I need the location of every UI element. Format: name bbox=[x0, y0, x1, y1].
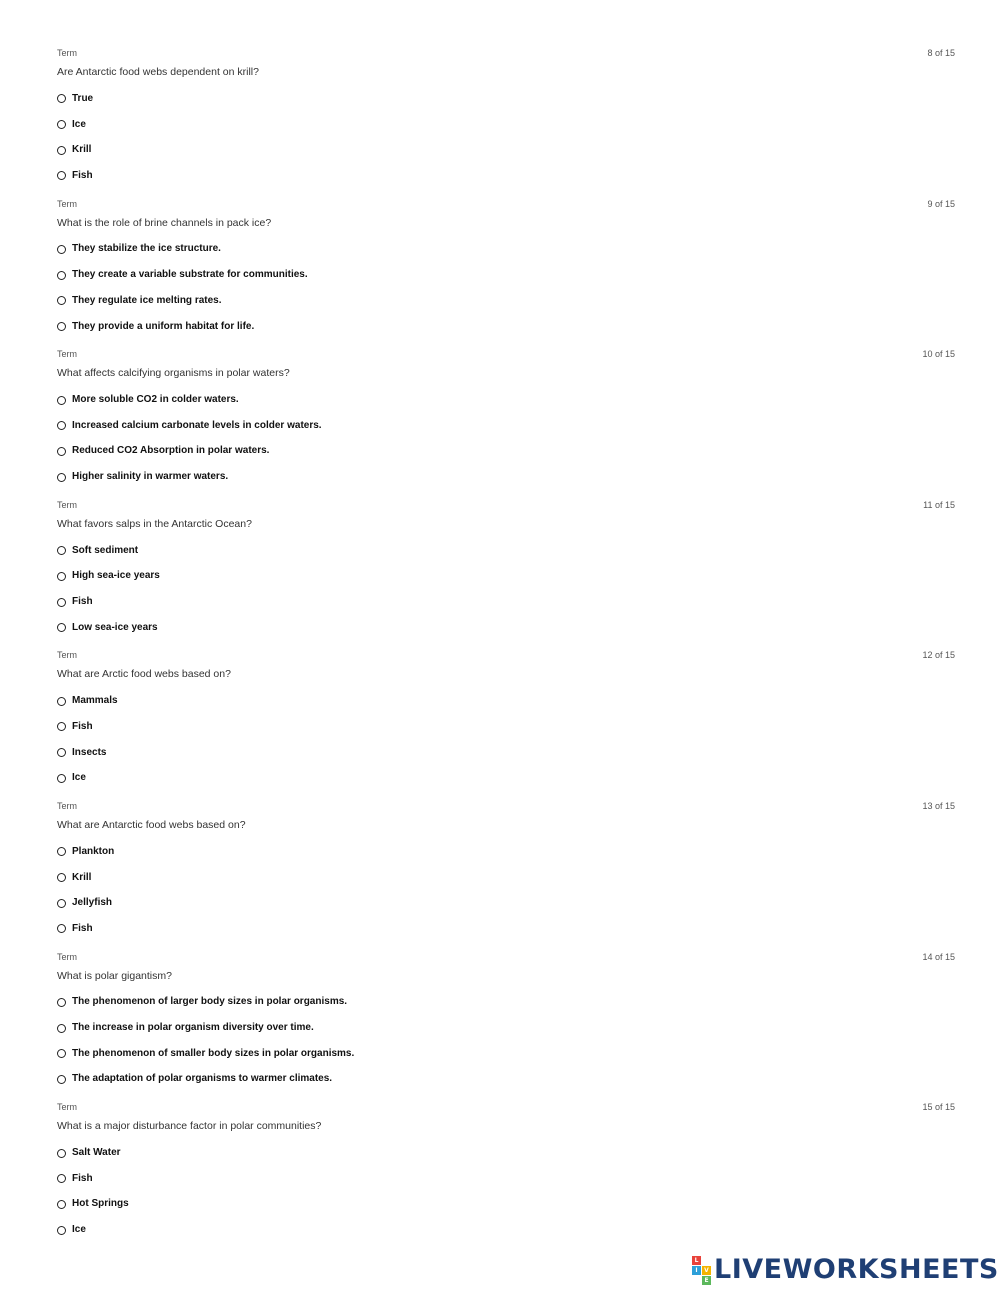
radio-button-icon[interactable] bbox=[57, 924, 66, 933]
answer-option[interactable] bbox=[57, 387, 955, 413]
term-label: Term bbox=[57, 198, 77, 209]
answer-option-label: More soluble CO2 in colder waters. bbox=[72, 394, 239, 406]
answer-option-label: The phenomenon of smaller body sizes in polar organisms. bbox=[72, 1047, 355, 1059]
question-card bbox=[57, 198, 955, 349]
radio-button-icon[interactable] bbox=[57, 396, 66, 405]
radio-button-icon[interactable] bbox=[57, 774, 66, 783]
question-counter: 8 of 15 bbox=[927, 48, 955, 58]
answer-option[interactable] bbox=[57, 990, 955, 1016]
radio-button-icon[interactable] bbox=[57, 473, 66, 482]
question-counter: 11 of 15 bbox=[923, 499, 955, 510]
answer-options bbox=[57, 1140, 955, 1243]
answer-option-label: They regulate ice melting rates. bbox=[72, 294, 222, 306]
question-card bbox=[57, 649, 955, 800]
answer-option-label: Fish bbox=[72, 596, 93, 607]
answer-option[interactable] bbox=[57, 890, 955, 916]
radio-button-icon[interactable] bbox=[57, 171, 66, 180]
answer-option-label: Krill bbox=[72, 144, 92, 156]
radio-button-icon[interactable] bbox=[57, 1174, 66, 1183]
question-counter: 9 of 15 bbox=[927, 198, 955, 209]
question-card bbox=[57, 951, 955, 1102]
answer-option[interactable] bbox=[57, 765, 955, 791]
answer-option-label: Ice bbox=[72, 1224, 86, 1236]
question-counter: 14 of 15 bbox=[922, 951, 955, 962]
radio-button-icon[interactable] bbox=[57, 598, 66, 607]
radio-button-icon[interactable] bbox=[57, 94, 66, 103]
answer-option-label: Fish bbox=[72, 169, 93, 181]
radio-button-icon[interactable] bbox=[57, 296, 66, 305]
answer-option[interactable] bbox=[57, 262, 955, 288]
term-label: Term bbox=[57, 1102, 77, 1113]
question-text: What are Arctic food webs based on? bbox=[57, 668, 231, 681]
answer-option[interactable] bbox=[57, 413, 955, 439]
answer-option-label: Soft sediment bbox=[72, 544, 139, 556]
answer-option-label: Ice bbox=[72, 772, 86, 784]
radio-button-icon[interactable] bbox=[57, 697, 66, 706]
answer-option-label: They create a variable substrate for communities. bbox=[72, 269, 308, 281]
question-card bbox=[57, 1101, 955, 1252]
term-label: Term bbox=[57, 951, 77, 962]
answer-option-label: Higher salinity in warmer waters. bbox=[72, 471, 229, 483]
question-header bbox=[57, 198, 955, 211]
answer-option[interactable] bbox=[57, 1166, 955, 1192]
radio-button-icon[interactable] bbox=[57, 421, 66, 430]
answer-option[interactable] bbox=[57, 916, 955, 942]
answer-option-label: Low sea-ice years bbox=[72, 621, 158, 633]
question-text: What is polar gigantism? bbox=[57, 969, 172, 982]
answer-option[interactable] bbox=[57, 538, 955, 564]
answer-option-label: Fish bbox=[72, 922, 93, 934]
answer-option[interactable] bbox=[57, 1140, 955, 1166]
question-header bbox=[57, 800, 955, 813]
question-header bbox=[57, 1101, 955, 1114]
answer-option[interactable] bbox=[57, 1067, 955, 1093]
answer-option[interactable] bbox=[57, 112, 955, 138]
answer-option[interactable] bbox=[57, 288, 955, 314]
question-text: What is the role of brine channels in pack ice? bbox=[57, 216, 272, 229]
radio-button-icon[interactable] bbox=[57, 623, 66, 632]
question-text: What favors salps in the Antarctic Ocean? bbox=[57, 517, 252, 530]
question-text: What are Antarctic food webs based on? bbox=[57, 818, 246, 831]
answer-option-label: Hot Springs bbox=[72, 1198, 129, 1210]
question-header bbox=[57, 951, 955, 964]
answer-option[interactable] bbox=[57, 137, 955, 163]
answer-option[interactable] bbox=[57, 439, 955, 465]
radio-button-icon[interactable] bbox=[57, 722, 66, 731]
answer-option[interactable] bbox=[57, 615, 955, 641]
answer-option-label: True bbox=[72, 92, 94, 104]
answer-option-label: Fish bbox=[72, 1172, 93, 1184]
answer-option-label: Ice bbox=[72, 118, 86, 130]
answer-option-label: Salt Water bbox=[72, 1147, 121, 1158]
answer-options bbox=[57, 86, 955, 189]
radio-button-icon[interactable] bbox=[57, 546, 66, 555]
term-label: Term bbox=[57, 499, 77, 510]
radio-button-icon[interactable] bbox=[57, 572, 66, 581]
answer-option[interactable] bbox=[57, 163, 955, 189]
answer-option-label: They provide a uniform habitat for life. bbox=[72, 320, 255, 332]
answer-option[interactable] bbox=[57, 740, 955, 766]
answer-options bbox=[57, 538, 955, 641]
answer-option-label: They stabilize the ice structure. bbox=[72, 243, 221, 255]
radio-button-icon[interactable] bbox=[57, 271, 66, 280]
answer-option-label: Increased calcium carbonate levels in colder waters. bbox=[72, 419, 322, 431]
answer-option[interactable] bbox=[57, 1217, 955, 1243]
answer-option[interactable] bbox=[57, 237, 955, 263]
answer-options bbox=[57, 839, 955, 942]
answer-option-label: Plankton bbox=[72, 845, 115, 857]
question-text: What is a major disturbance factor in polar communities? bbox=[57, 1120, 322, 1133]
liveworksheets-logo bbox=[692, 1255, 999, 1285]
answer-option[interactable] bbox=[57, 86, 955, 112]
answer-option[interactable] bbox=[57, 563, 955, 589]
question-card bbox=[57, 499, 955, 650]
term-label: Term bbox=[57, 650, 77, 661]
answer-option[interactable] bbox=[57, 839, 955, 865]
radio-button-icon[interactable] bbox=[57, 146, 66, 155]
logo-block: E bbox=[702, 1276, 711, 1285]
answer-option[interactable] bbox=[57, 688, 955, 714]
answer-option[interactable] bbox=[57, 1041, 955, 1067]
radio-button-icon[interactable] bbox=[57, 322, 66, 331]
logo-mark-icon bbox=[692, 1256, 711, 1285]
answer-options bbox=[57, 387, 955, 490]
question-header bbox=[57, 348, 955, 361]
answer-option[interactable] bbox=[57, 1192, 955, 1218]
answer-option-label: Jellyfish bbox=[72, 897, 113, 909]
answer-option[interactable] bbox=[57, 1015, 955, 1041]
answer-option-label: Mammals bbox=[72, 695, 118, 707]
radio-button-icon[interactable] bbox=[57, 1049, 66, 1058]
answer-option-label: High sea-ice years bbox=[72, 570, 160, 582]
radio-button-icon[interactable] bbox=[57, 847, 66, 856]
logo-block bbox=[702, 1256, 711, 1265]
radio-button-icon[interactable] bbox=[57, 245, 66, 254]
answer-options bbox=[57, 688, 955, 791]
question-counter: 13 of 15 bbox=[922, 800, 955, 811]
term-label: Term bbox=[57, 800, 77, 811]
question-header bbox=[57, 499, 955, 512]
answer-option-label: The phenomenon of larger body sizes in polar organisms. bbox=[72, 996, 348, 1008]
answer-option[interactable] bbox=[57, 464, 955, 490]
answer-option-label: Insects bbox=[72, 746, 107, 758]
radio-button-icon[interactable] bbox=[57, 1075, 66, 1084]
term-label: Term bbox=[57, 48, 77, 58]
answer-option[interactable] bbox=[57, 865, 955, 891]
question-counter: 15 of 15 bbox=[922, 1102, 955, 1113]
radio-button-icon[interactable] bbox=[57, 998, 66, 1007]
radio-button-icon[interactable] bbox=[57, 120, 66, 129]
radio-button-icon[interactable] bbox=[57, 1226, 66, 1235]
radio-button-icon[interactable] bbox=[57, 1149, 66, 1158]
question-card bbox=[57, 800, 955, 951]
radio-button-icon[interactable] bbox=[57, 748, 66, 757]
answer-option[interactable] bbox=[57, 314, 955, 340]
radio-button-icon[interactable] bbox=[57, 1024, 66, 1033]
answer-option-label: The adaptation of polar organisms to warmer climates. bbox=[72, 1073, 333, 1085]
question-header bbox=[57, 47, 955, 60]
answer-option[interactable] bbox=[57, 589, 955, 615]
logo-block: L bbox=[692, 1256, 701, 1265]
question-card bbox=[57, 348, 955, 499]
answer-option-label: The increase in polar organism diversity over time. bbox=[72, 1022, 314, 1034]
answer-options bbox=[57, 237, 955, 340]
question-counter: 12 of 15 bbox=[922, 650, 955, 661]
question-text: Are Antarctic food webs dependent on krill? bbox=[57, 66, 259, 78]
radio-button-icon[interactable] bbox=[57, 1200, 66, 1209]
answer-options bbox=[57, 990, 955, 1093]
question-text: What affects calcifying organisms in polar waters? bbox=[57, 367, 290, 380]
answer-option-label: Fish bbox=[72, 720, 93, 732]
radio-button-icon[interactable] bbox=[57, 447, 66, 456]
question-header bbox=[57, 649, 955, 662]
logo-text: LIVEWORKSHEETS bbox=[714, 1254, 999, 1285]
answer-option-label: Krill bbox=[72, 871, 92, 883]
question-counter: 10 of 15 bbox=[922, 349, 955, 360]
term-label: Term bbox=[57, 349, 77, 360]
quiz-list bbox=[57, 47, 955, 1252]
answer-option[interactable] bbox=[57, 714, 955, 740]
answer-option-label: Reduced CO2 Absorption in polar waters. bbox=[72, 445, 270, 457]
radio-button-icon[interactable] bbox=[57, 873, 66, 882]
radio-button-icon[interactable] bbox=[57, 899, 66, 908]
question-card bbox=[57, 47, 955, 198]
logo-block bbox=[692, 1276, 701, 1285]
logo-block: V bbox=[702, 1266, 711, 1275]
logo-block: I bbox=[692, 1266, 701, 1275]
